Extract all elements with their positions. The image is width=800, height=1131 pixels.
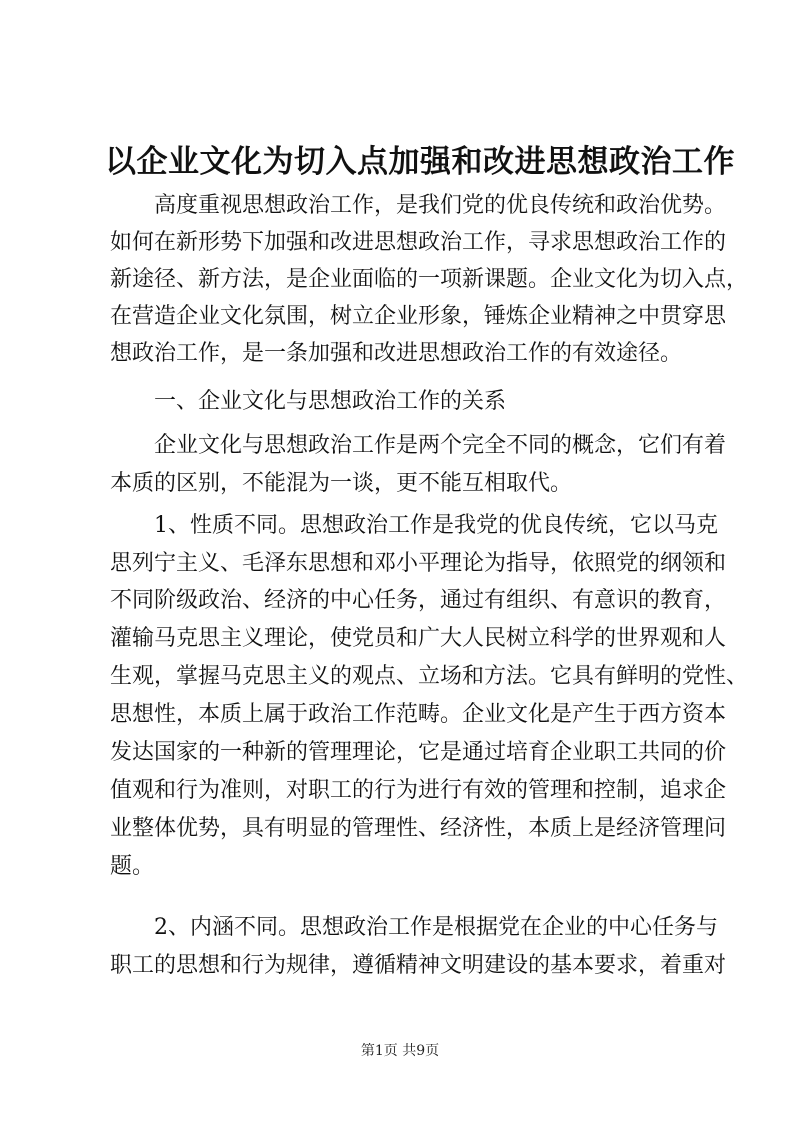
paragraph-3-line-1: 1、性质不同。思想政治工作是我党的优良传统，它以马克: [110, 513, 718, 538]
paragraph-3-line-6: 思想性，本质上属于政治工作范畴。企业文化是产生于西方资本: [110, 702, 727, 727]
section-heading: 一、企业文化与思想政治工作的关系: [110, 389, 507, 414]
paragraph-4-line-2: 职工的思想和行为规律，遵循精神文明建设的基本要求，着重对: [110, 953, 727, 978]
paragraph-1-line-2: 如何在新形势下加强和改进思想政治工作，寻求思想政治工作的: [110, 230, 727, 255]
paragraph-3-line-7: 发达国家的一种新的管理理论，它是通过培育企业职工共同的价: [110, 740, 727, 765]
paragraph-1-line-4: 在营造企业文化氛围，树立企业形象，锤炼企业精神之中贯穿思: [110, 304, 727, 329]
paragraph-3-line-4: 灌输马克思主义理论，使党员和广大人民树立科学的世界观和人: [110, 626, 727, 651]
paragraph-2-line-2: 本质的区别，不能混为一谈，更不能互相取代。: [110, 471, 573, 496]
paragraph-3-line-8: 值观和行为准则，对职工的行为进行有效的管理和控制，追求企: [110, 778, 727, 803]
document-title: 以企业文化为切入点加强和改进思想政治工作: [105, 144, 735, 180]
paragraph-1-line-3: 新途径、新方法，是企业面临的一项新课题。企业文化为切入点，: [110, 267, 749, 292]
paragraph-3-line-10: 题。: [110, 854, 155, 879]
paragraph-3-line-9: 业整体优势，具有明显的管理性、经济性，本质上是经济管理问: [110, 816, 727, 841]
paragraph-3-line-3: 不同阶级政治、经济的中心任务，通过有组织、有意识的教育，: [110, 588, 727, 613]
page-number-footer: 第1页 共9页: [360, 1043, 440, 1059]
paragraph-1-line-5: 想政治工作，是一条加强和改进思想政治工作的有效途径。: [110, 341, 683, 366]
paragraph-3-line-2: 思列宁主义、毛泽东思想和邓小平理论为指导，依照党的纲领和: [110, 551, 727, 576]
paragraph-4-line-1: 2、内涵不同。思想政治工作是根据党在企业的中心任务与: [110, 915, 718, 940]
paragraph-1-line-1: 高度重视思想政治工作，是我们党的优良传统和政治优势。: [110, 193, 727, 218]
paragraph-2-line-1: 企业文化与思想政治工作是两个完全不同的概念，它们有着: [110, 433, 727, 458]
paragraph-3-line-5: 生观，掌握马克思主义的观点、立场和方法。它具有鲜明的党性、: [110, 664, 749, 689]
